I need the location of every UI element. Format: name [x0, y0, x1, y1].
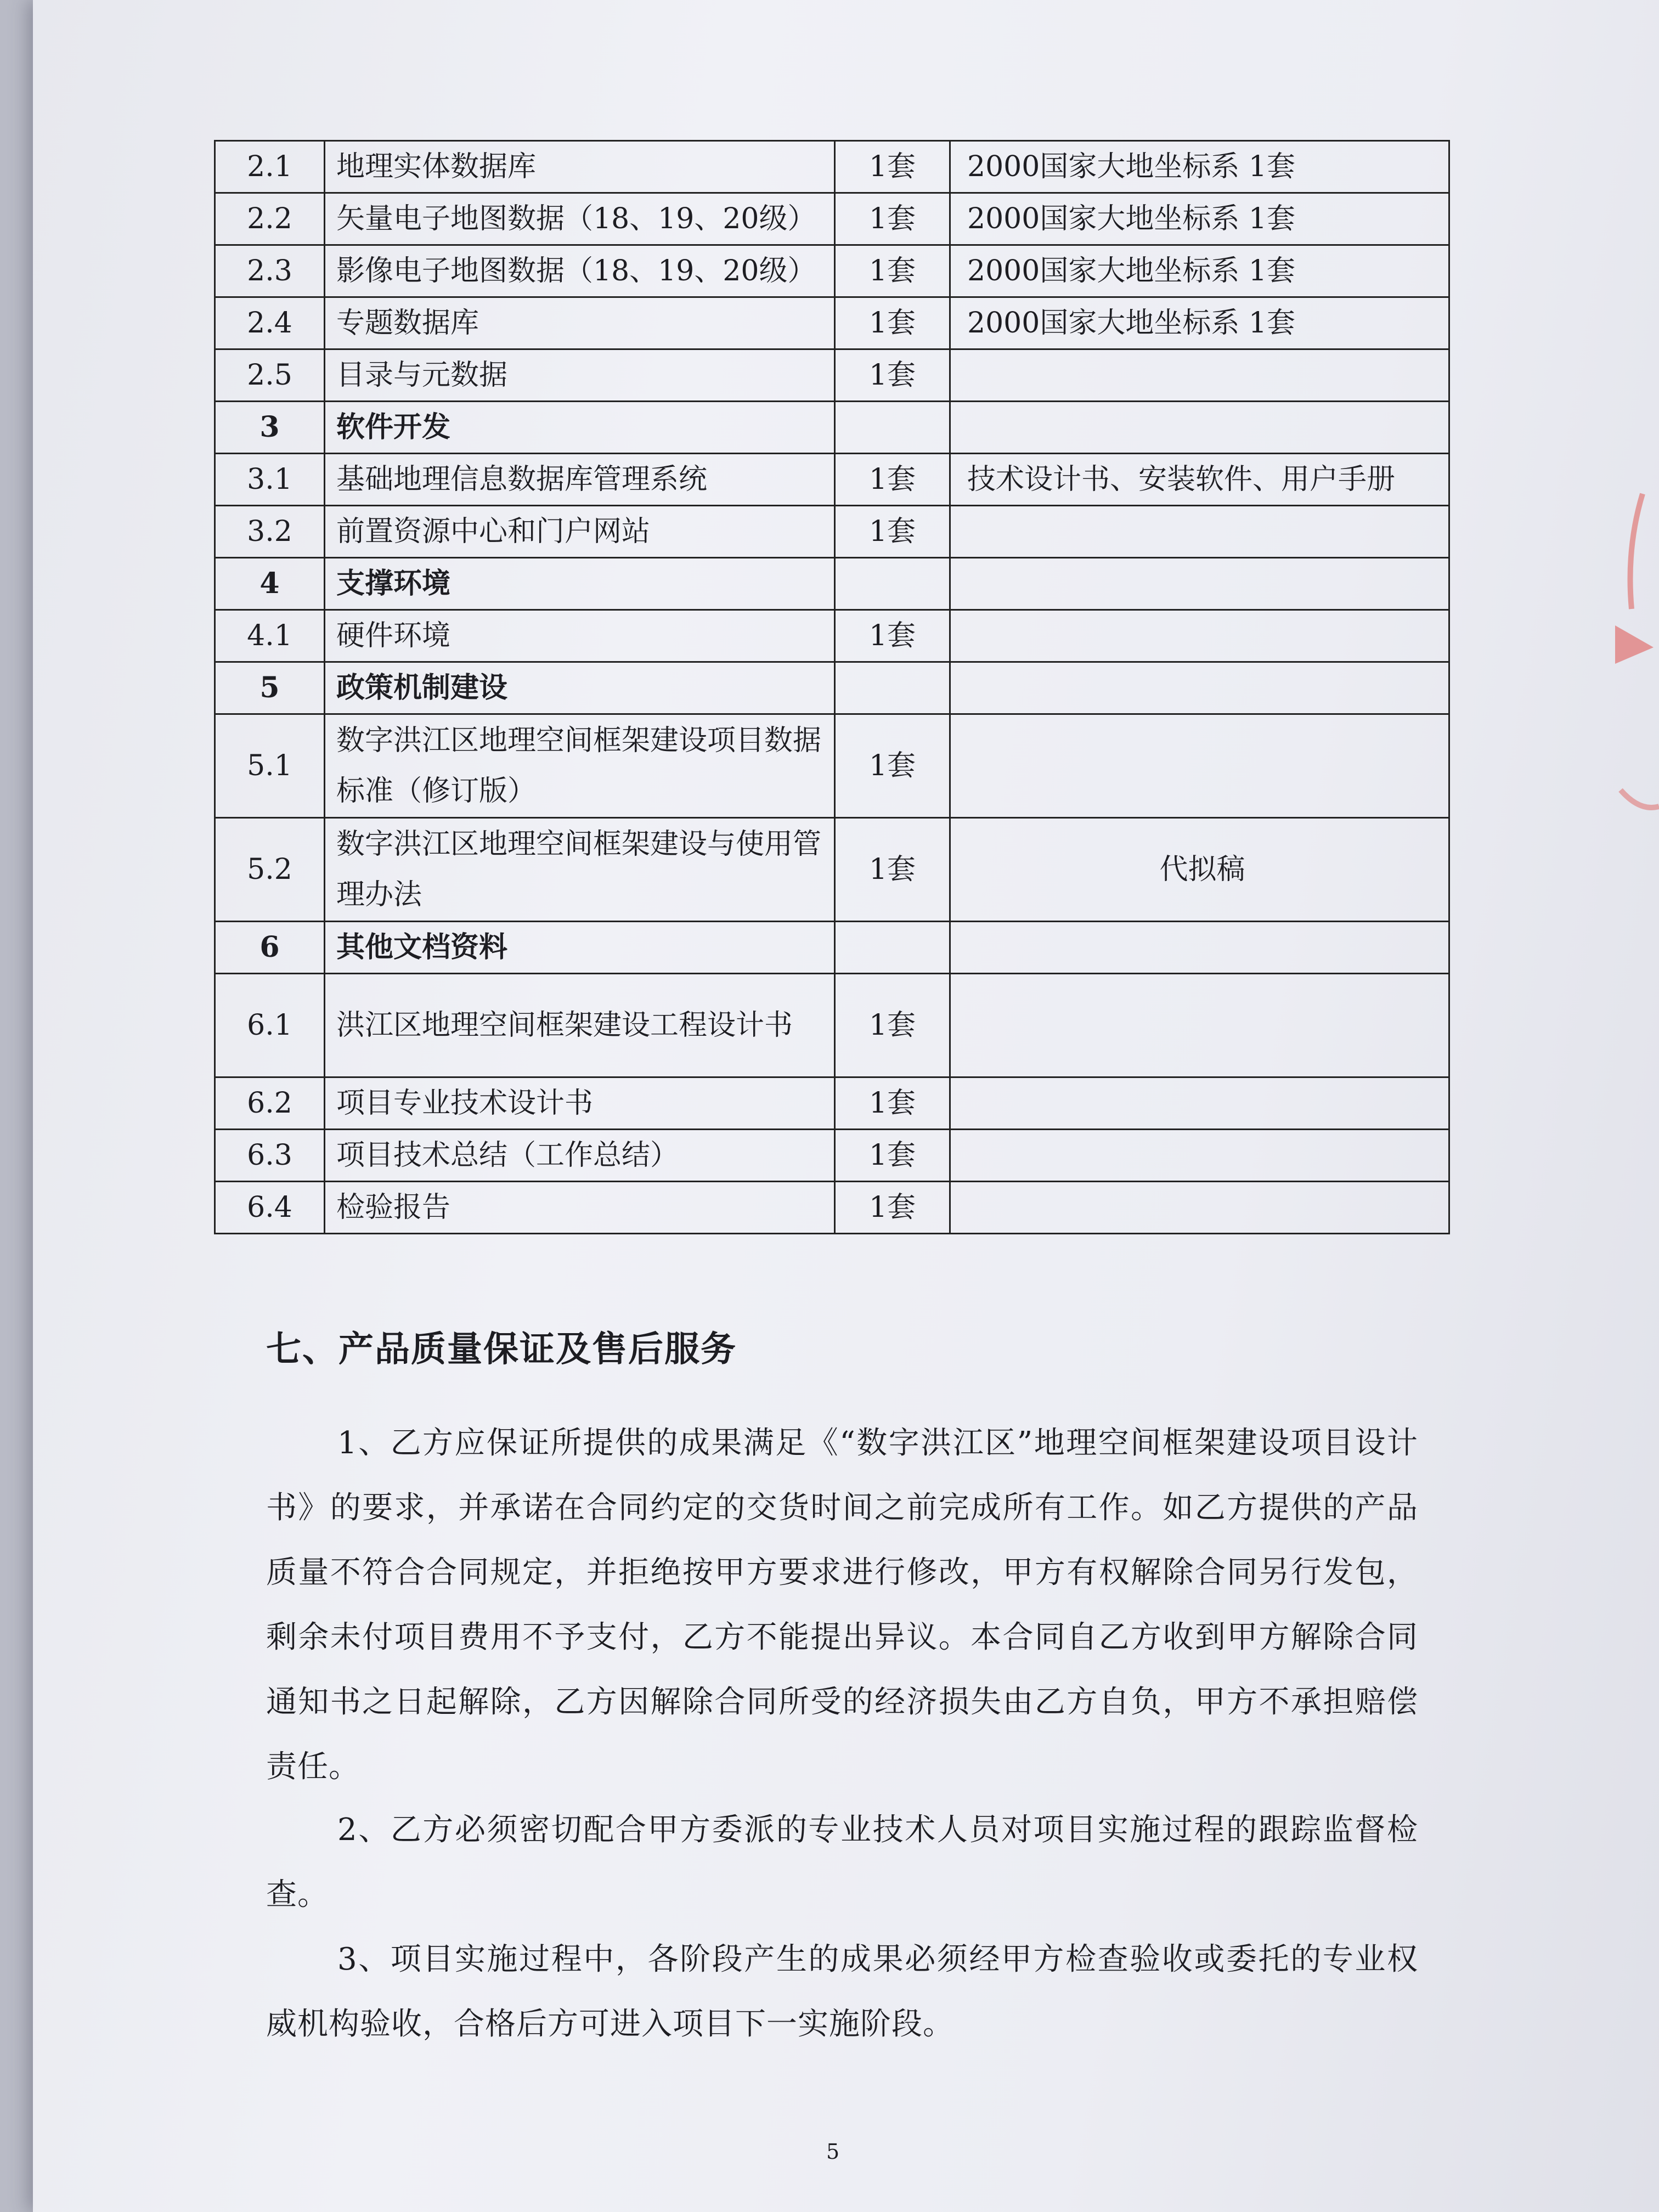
row-number: 4.1 [215, 610, 325, 662]
paragraph-text: 1、乙方应保证所提供的成果满足《“数字洪江区”地理空间框架建设项目设计书》的要求，并承诺在合同约定的交货时间之前完成所有工作。如乙方提供的产品质量不符合合同规定，并拒绝按甲方要求进行修改，甲方有权解除合同另行发包，剩余未付项目费用不予支付，乙方不能提出异议。本合同自乙方收到甲方解除合同通知书之日起解除，乙方因解除合同所受的经济损失由乙方自负，甲方不承担赔偿责任。 [266, 1425, 1418, 1785]
section-number: 4 [215, 558, 325, 610]
table-row [215, 349, 1449, 402]
row-name: 项目技术总结（工作总结） [325, 1130, 835, 1182]
row-quantity: 1套 [835, 454, 950, 506]
row-name: 项目专业技术设计书 [325, 1077, 835, 1130]
row-name: 检验报告 [325, 1182, 835, 1234]
row-quantity: 1套 [835, 245, 950, 297]
row-quantity: 1套 [835, 818, 950, 922]
table-section-row [215, 922, 1449, 974]
row-quantity [835, 662, 950, 714]
row-quantity: 1套 [835, 1182, 950, 1234]
row-quantity: 1套 [835, 714, 950, 818]
row-name: 洪江区地理空间框架建设工程设计书 [325, 974, 835, 1077]
section-number: 3 [215, 402, 325, 454]
table-section-row [215, 402, 1449, 454]
row-note [950, 506, 1449, 558]
row-note [950, 349, 1449, 402]
row-name: 目录与元数据 [325, 349, 835, 402]
section-name: 其他文档资料 [325, 922, 835, 974]
row-quantity: 1套 [835, 506, 950, 558]
row-quantity [835, 558, 950, 610]
row-note [950, 922, 1449, 974]
section-name: 支撑环境 [325, 558, 835, 610]
table-row [215, 297, 1449, 349]
table-row [215, 1182, 1449, 1234]
row-number: 6.1 [215, 974, 325, 1077]
section-number: 6 [215, 922, 325, 974]
row-number: 6.3 [215, 1130, 325, 1182]
section-heading: 七、产品质量保证及售后服务 [266, 1329, 737, 1370]
row-name: 前置资源中心和门户网站 [325, 506, 835, 558]
row-quantity: 1套 [835, 141, 950, 193]
paragraph-1 [266, 1411, 1418, 1799]
row-name: 硬件环境 [325, 610, 835, 662]
table-row [215, 245, 1449, 297]
table-row [215, 454, 1449, 506]
row-quantity [835, 402, 950, 454]
row-name: 专题数据库 [325, 297, 835, 349]
table-row [215, 1130, 1449, 1182]
row-note [950, 1130, 1449, 1182]
row-quantity [835, 922, 950, 974]
row-quantity: 1套 [835, 349, 950, 402]
table-row [215, 610, 1449, 662]
row-note [950, 662, 1449, 714]
table-row [215, 714, 1449, 818]
row-note [950, 1077, 1449, 1130]
row-quantity: 1套 [835, 1130, 950, 1182]
row-quantity: 1套 [835, 610, 950, 662]
table-row [215, 1077, 1449, 1130]
section-name: 政策机制建设 [325, 662, 835, 714]
row-number: 5.2 [215, 818, 325, 922]
row-number: 2.4 [215, 297, 325, 349]
row-quantity: 1套 [835, 1077, 950, 1130]
row-number: 2.5 [215, 349, 325, 402]
row-name: 数字洪江区地理空间框架建设项目数据标准（修订版） [325, 714, 835, 818]
section-name: 软件开发 [325, 402, 835, 454]
row-note [950, 714, 1449, 818]
row-note: 2000国家大地坐标系 1套 [950, 297, 1449, 349]
row-note: 2000国家大地坐标系 1套 [950, 193, 1449, 245]
row-note: 代拟稿 [950, 818, 1449, 922]
row-number: 6.2 [215, 1077, 325, 1130]
row-name: 矢量电子地图数据（18、19、20级） [325, 193, 835, 245]
page-number: 5 [826, 2140, 840, 2164]
table-section-row [215, 558, 1449, 610]
row-number: 2.2 [215, 193, 325, 245]
row-number: 3.1 [215, 454, 325, 506]
row-note [950, 402, 1449, 454]
section-number: 5 [215, 662, 325, 714]
row-note [950, 610, 1449, 662]
row-number: 6.4 [215, 1182, 325, 1234]
document-page [33, 0, 1659, 2212]
row-name: 基础地理信息数据库管理系统 [325, 454, 835, 506]
row-quantity: 1套 [835, 193, 950, 245]
table-row [215, 193, 1449, 245]
table-row [215, 506, 1449, 558]
row-number: 3.2 [215, 506, 325, 558]
row-number: 2.3 [215, 245, 325, 297]
row-number: 5.1 [215, 714, 325, 818]
row-note: 2000国家大地坐标系 1套 [950, 245, 1449, 297]
table-row [215, 818, 1449, 922]
row-note [950, 974, 1449, 1077]
row-number: 2.1 [215, 141, 325, 193]
row-note: 2000国家大地坐标系 1套 [950, 141, 1449, 193]
paragraph-2 [266, 1798, 1418, 1927]
paragraph-3 [266, 1927, 1418, 2057]
deliverables-table-wrap [214, 140, 1450, 1234]
row-note [950, 1182, 1449, 1234]
row-note: 技术设计书、安装软件、用户手册 [950, 454, 1449, 506]
table-section-row [215, 662, 1449, 714]
row-note [950, 558, 1449, 610]
paragraph-text: 3、项目实施过程中，各阶段产生的成果必须经甲方检查验收或委托的专业权威机构验收，合格后方可进入项目下一实施阶段。 [266, 1942, 1418, 2042]
red-seal-fragment [1593, 483, 1659, 834]
table-row [215, 974, 1449, 1077]
row-name: 数字洪江区地理空间框架建设与使用管理办法 [325, 818, 835, 922]
row-quantity: 1套 [835, 974, 950, 1077]
deliverables-table [214, 140, 1450, 1234]
row-name: 地理实体数据库 [325, 141, 835, 193]
row-name: 影像电子地图数据（18、19、20级） [325, 245, 835, 297]
row-quantity: 1套 [835, 297, 950, 349]
paragraph-text: 2、乙方必须密切配合甲方委派的专业技术人员对项目实施过程的跟踪监督检查。 [266, 1812, 1418, 1912]
table-row [215, 141, 1449, 193]
